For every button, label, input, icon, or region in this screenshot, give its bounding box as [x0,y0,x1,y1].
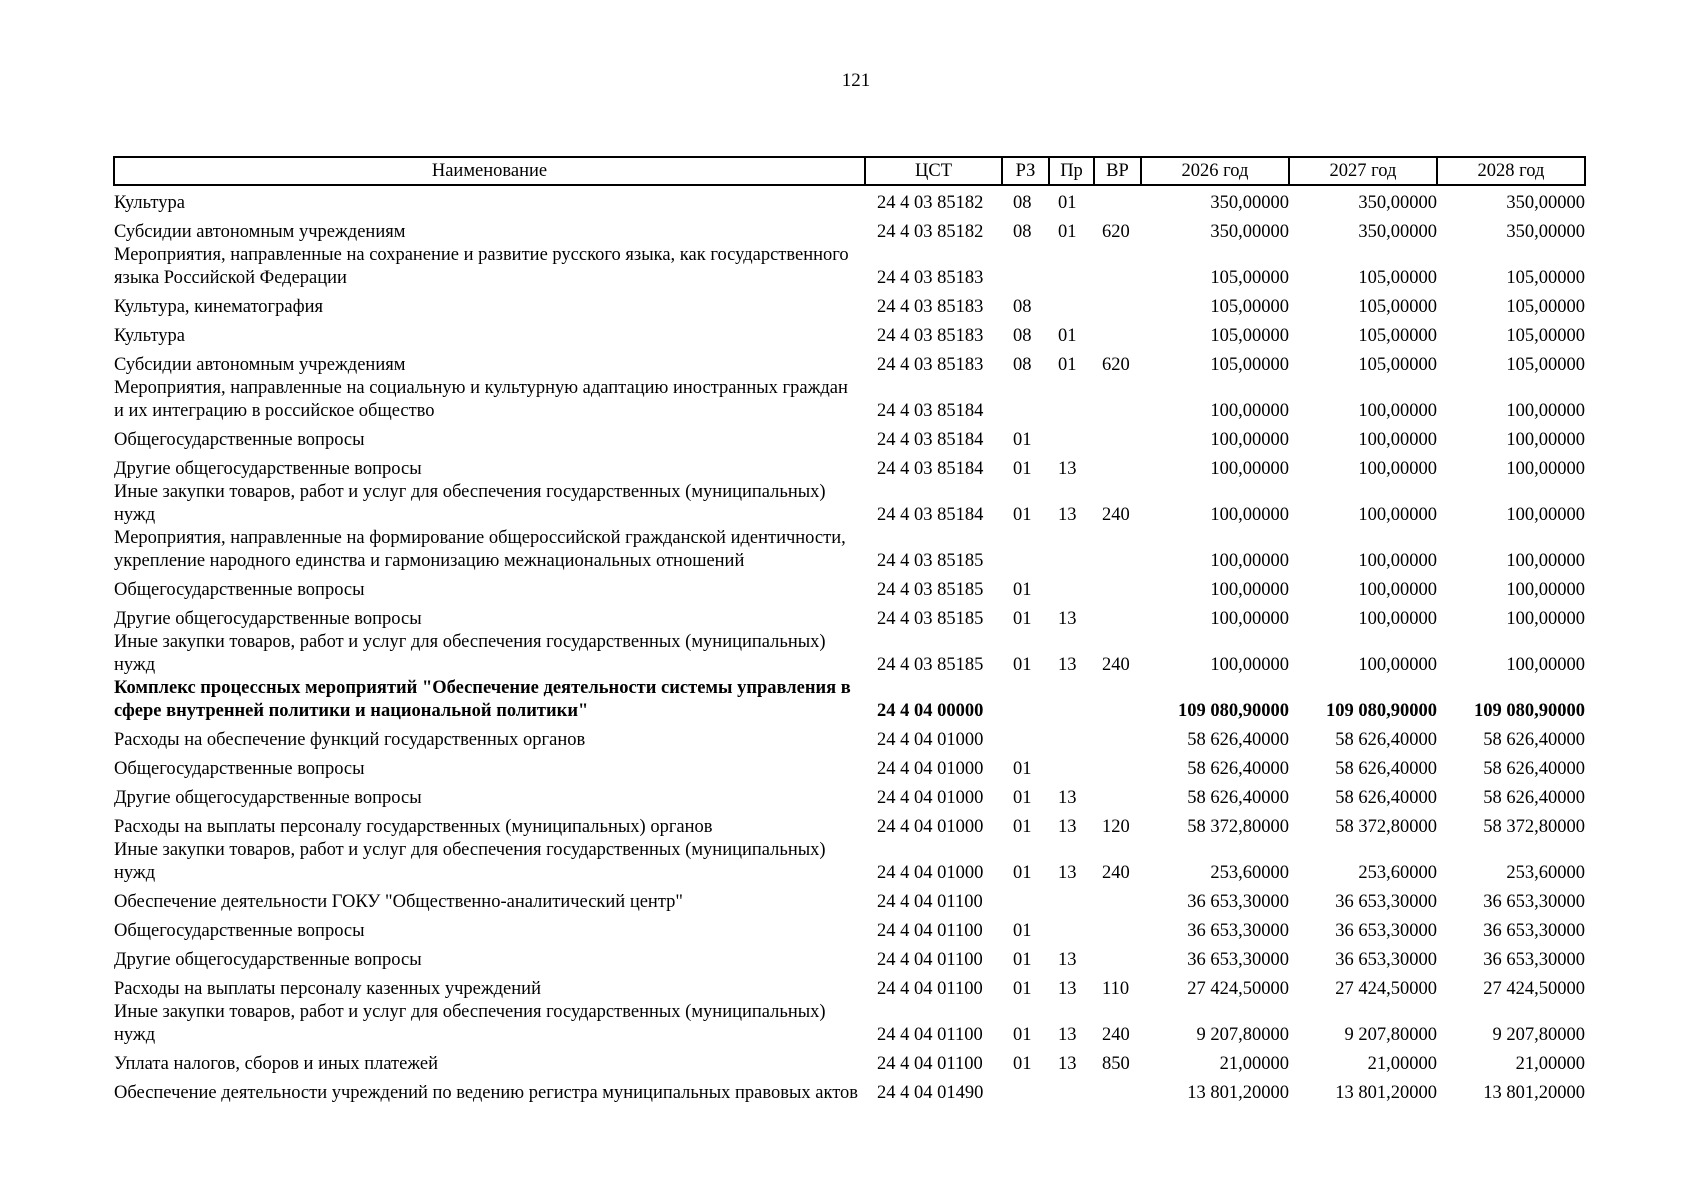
row-rz: 08 [1013,222,1032,242]
row-cst: 24 4 03 85185 [877,551,984,571]
row-rz: 08 [1013,326,1032,346]
row-value-2028: 13 801,20000 [1483,1083,1585,1103]
row-rz: 08 [1013,193,1032,213]
row-pr: 13 [1058,788,1077,808]
table-header [114,157,1585,185]
row-value-2026: 58 372,80000 [1187,817,1289,837]
table-row [114,810,1585,839]
row-cst: 24 4 03 85185 [877,655,984,675]
row-value-2028: 27 424,50000 [1483,979,1585,999]
row-name: Общегосударственные вопросы [114,759,365,779]
row-pr: 13 [1058,1025,1077,1045]
table-row [114,723,1585,752]
row-pr: 13 [1058,609,1077,629]
row-value-2028: 21,00000 [1515,1054,1585,1074]
row-cst: 24 4 03 85184 [877,505,984,525]
row-vr [1094,677,1141,723]
row-vr: 620 [1102,222,1130,242]
row-value-2028: 105,00000 [1506,268,1585,288]
row-value-2026: 36 653,30000 [1187,892,1289,912]
row-name: Обеспечение деятельности ГОКУ "Общественно-аналитический центр" [114,892,683,912]
row-value-2028: 58 626,40000 [1483,788,1585,808]
row-value-2027: 58 626,40000 [1335,788,1437,808]
row-cst: 24 4 04 01000 [877,730,984,750]
table-row [114,481,1585,527]
row-vr [1094,1076,1141,1105]
row-name: Культура [114,326,185,346]
row-pr [1049,914,1094,943]
row-value-2026: 9 207,80000 [1196,1025,1289,1045]
header-2027: 2027 год [1289,157,1437,185]
row-rz: 01 [1013,505,1032,525]
row-value-2028: 100,00000 [1506,401,1585,421]
row-value-2028: 100,00000 [1506,655,1585,675]
row-value-2026: 253,60000 [1210,863,1289,883]
row-value-2028: 58 626,40000 [1483,759,1585,779]
row-rz: 01 [1013,609,1032,629]
row-cst: 24 4 03 85183 [877,355,984,375]
row-name: Субсидии автономным учреждениям [114,222,406,242]
budget-table [113,156,1586,1105]
row-pr: 01 [1058,193,1077,213]
row-vr [1094,943,1141,972]
row-vr [1094,185,1141,215]
row-name: Расходы на обеспечение функций государственных органов [114,730,586,750]
row-value-2028: 105,00000 [1506,297,1585,317]
row-value-2027: 13 801,20000 [1335,1083,1437,1103]
row-value-2026: 100,00000 [1210,609,1289,629]
row-rz: 08 [1013,297,1032,317]
row-rz: 01 [1013,430,1032,450]
row-name: Общегосударственные вопросы [114,580,365,600]
row-value-2027: 100,00000 [1358,551,1437,571]
row-value-2026: 109 080,90000 [1178,701,1289,721]
row-value-2028: 58 372,80000 [1483,817,1585,837]
row-cst: 24 4 03 85185 [877,609,984,629]
row-value-2026: 13 801,20000 [1187,1083,1289,1103]
table-row [114,631,1585,677]
row-rz: 01 [1013,580,1032,600]
row-vr: 240 [1102,655,1130,675]
table-row [114,215,1585,244]
row-cst: 24 4 04 01100 [877,921,983,941]
row-cst: 24 4 04 01100 [877,892,983,912]
row-value-2026: 105,00000 [1210,355,1289,375]
row-pr: 13 [1058,505,1077,525]
row-value-2027: 100,00000 [1358,655,1437,675]
row-rz: 01 [1013,459,1032,479]
row-rz: 01 [1013,788,1032,808]
row-rz [1002,244,1049,290]
row-cst: 24 4 04 01490 [877,1083,984,1103]
row-value-2028: 109 080,90000 [1474,701,1585,721]
row-cst: 24 4 03 85182 [877,193,984,213]
row-name: Общегосударственные вопросы [114,921,365,941]
table-row [114,914,1585,943]
row-name: Иные закупки товаров, работ и услуг для обеспечения государственных (муниципальных) нужд [114,1002,826,1045]
table-row [114,185,1585,215]
table-row [114,319,1585,348]
row-cst: 24 4 04 01000 [877,759,984,779]
row-value-2027: 36 653,30000 [1335,921,1437,941]
row-rz: 01 [1013,863,1032,883]
row-cst: 24 4 04 01100 [877,1054,983,1074]
row-value-2028: 350,00000 [1506,222,1585,242]
page-number: 121 [841,70,871,91]
row-value-2027: 100,00000 [1358,459,1437,479]
table-row [114,423,1585,452]
row-vr [1094,527,1141,573]
row-vr: 110 [1102,979,1130,999]
row-vr [1094,423,1141,452]
table-row [114,1047,1585,1076]
row-value-2028: 100,00000 [1506,505,1585,525]
row-name: Культура, кинематография [114,297,324,317]
row-value-2026: 100,00000 [1210,551,1289,571]
table-row [114,348,1585,377]
table-row [114,244,1585,290]
row-name: Другие общегосударственные вопросы [114,459,422,479]
row-name: Другие общегосударственные вопросы [114,788,422,808]
row-name: Мероприятия, направленные на сохранение и развитие русского языка, как государственного языка Российской Федерации [114,245,849,288]
row-vr: 240 [1102,1025,1130,1045]
row-pr [1049,377,1094,423]
row-name: Мероприятия, направленные на социальную и культурную адаптацию иностранных граждан и их интеграцию в российское общество [114,378,848,421]
row-name: Иные закупки товаров, работ и услуг для обеспечения государственных (муниципальных) нужд [114,840,826,883]
row-value-2026: 36 653,30000 [1187,921,1289,941]
row-value-2026: 58 626,40000 [1187,788,1289,808]
row-rz [1002,677,1049,723]
row-value-2026: 100,00000 [1210,580,1289,600]
table-row [114,527,1585,573]
table-row [114,602,1585,631]
row-pr [1049,1076,1094,1105]
row-cst: 24 4 04 01000 [877,788,984,808]
row-value-2028: 100,00000 [1506,551,1585,571]
row-vr [1094,377,1141,423]
row-value-2027: 100,00000 [1358,505,1437,525]
row-cst: 24 4 03 85182 [877,222,984,242]
row-value-2028: 9 207,80000 [1492,1025,1585,1045]
row-rz [1002,1076,1049,1105]
table-row [114,290,1585,319]
table-row [114,1001,1585,1047]
header-rz: РЗ [1002,157,1049,185]
row-value-2027: 350,00000 [1358,222,1437,242]
row-pr [1049,527,1094,573]
row-value-2027: 58 626,40000 [1335,730,1437,750]
row-name: Культура [114,193,185,213]
row-value-2028: 58 626,40000 [1483,730,1585,750]
row-value-2027: 105,00000 [1358,297,1437,317]
row-vr [1094,752,1141,781]
table-row [114,752,1585,781]
row-value-2027: 58 626,40000 [1335,759,1437,779]
row-pr: 01 [1058,355,1077,375]
row-vr [1094,573,1141,602]
row-value-2027: 100,00000 [1358,580,1437,600]
row-name: Иные закупки товаров, работ и услуг для обеспечения государственных (муниципальных) нужд [114,482,826,525]
row-value-2026: 58 626,40000 [1187,759,1289,779]
row-value-2026: 36 653,30000 [1187,950,1289,970]
row-pr [1049,677,1094,723]
row-name: Иные закупки товаров, работ и услуг для обеспечения государственных (муниципальных) нужд [114,632,826,675]
row-value-2028: 100,00000 [1506,609,1585,629]
row-vr [1094,290,1141,319]
row-pr: 13 [1058,459,1077,479]
row-cst: 24 4 03 85183 [877,326,984,346]
row-pr [1049,885,1094,914]
table-row [114,943,1585,972]
row-rz: 01 [1013,655,1032,675]
row-vr [1094,723,1141,752]
row-rz: 01 [1013,979,1032,999]
row-value-2026: 21,00000 [1219,1054,1289,1074]
row-value-2028: 100,00000 [1506,459,1585,479]
row-pr: 13 [1058,979,1077,999]
row-pr: 01 [1058,222,1077,242]
row-rz [1002,377,1049,423]
table-body [114,185,1585,1105]
row-value-2026: 58 626,40000 [1187,730,1289,750]
row-value-2027: 9 207,80000 [1344,1025,1437,1045]
row-name: Другие общегосударственные вопросы [114,950,422,970]
row-value-2026: 100,00000 [1210,459,1289,479]
header-2026: 2026 год [1141,157,1289,185]
table-row [114,839,1585,885]
row-pr: 13 [1058,863,1077,883]
row-pr: 13 [1058,817,1077,837]
row-rz: 01 [1013,921,1032,941]
row-cst: 24 4 03 85184 [877,401,984,421]
row-value-2027: 253,60000 [1358,863,1437,883]
row-value-2026: 105,00000 [1210,326,1289,346]
row-value-2027: 36 653,30000 [1335,892,1437,912]
row-pr: 13 [1058,1054,1077,1074]
row-vr [1094,914,1141,943]
row-pr [1049,423,1094,452]
row-cst: 24 4 04 01100 [877,1025,983,1045]
row-cst: 24 4 03 85183 [877,268,984,288]
table-row [114,677,1585,723]
row-rz: 01 [1013,950,1032,970]
table-row [114,573,1585,602]
row-value-2027: 100,00000 [1358,430,1437,450]
row-value-2026: 27 424,50000 [1187,979,1289,999]
row-value-2027: 350,00000 [1358,193,1437,213]
row-value-2026: 100,00000 [1210,401,1289,421]
row-rz [1002,885,1049,914]
row-value-2028: 100,00000 [1506,580,1585,600]
row-vr: 620 [1102,355,1130,375]
row-cst: 24 4 03 85185 [877,580,984,600]
header-name: Наименование [114,157,865,185]
row-pr [1049,723,1094,752]
table-row [114,377,1585,423]
row-value-2028: 36 653,30000 [1483,950,1585,970]
row-value-2028: 100,00000 [1506,430,1585,450]
row-pr [1049,573,1094,602]
row-value-2028: 105,00000 [1506,355,1585,375]
row-cst: 24 4 03 85184 [877,430,984,450]
row-value-2028: 36 653,30000 [1483,921,1585,941]
row-rz: 01 [1013,817,1032,837]
row-pr: 13 [1058,655,1077,675]
row-cst: 24 4 04 01000 [877,817,984,837]
row-value-2027: 21,00000 [1367,1054,1437,1074]
row-rz: 08 [1013,355,1032,375]
row-value-2026: 100,00000 [1210,505,1289,525]
row-vr: 240 [1102,505,1130,525]
table-row [114,885,1585,914]
row-name: Расходы на выплаты персоналу казенных учреждений [114,979,541,999]
row-value-2027: 105,00000 [1358,268,1437,288]
row-rz: 01 [1013,759,1032,779]
table-row [114,972,1585,1001]
row-rz: 01 [1013,1054,1032,1074]
header-2028: 2028 год [1437,157,1585,185]
row-value-2027: 27 424,50000 [1335,979,1437,999]
row-value-2027: 100,00000 [1358,401,1437,421]
row-value-2027: 105,00000 [1358,326,1437,346]
row-name: Субсидии автономным учреждениям [114,355,406,375]
row-name: Уплата налогов, сборов и иных платежей [114,1054,439,1074]
row-name: Комплекс процессных мероприятий "Обеспечение деятельности системы управления в сфере внутренней политики и национальной политики" [114,678,851,721]
header-cst: ЦСТ [865,157,1002,185]
row-cst: 24 4 04 01100 [877,950,983,970]
row-value-2026: 350,00000 [1210,193,1289,213]
row-cst: 24 4 03 85184 [877,459,984,479]
row-vr [1094,319,1141,348]
row-pr [1049,290,1094,319]
row-value-2028: 253,60000 [1506,863,1585,883]
row-vr [1094,781,1141,810]
row-value-2026: 100,00000 [1210,430,1289,450]
table-row [114,781,1585,810]
row-pr [1049,752,1094,781]
row-name: Другие общегосударственные вопросы [114,609,422,629]
row-value-2028: 350,00000 [1506,193,1585,213]
row-rz: 01 [1013,1025,1032,1045]
row-rz [1002,527,1049,573]
header-vr: ВР [1094,157,1141,185]
row-name: Мероприятия, направленные на формирование общероссийской гражданской идентичности, укрепление народного единства и гармонизацию межнациональных отношений [114,528,846,571]
table-row [114,1076,1585,1105]
row-value-2027: 58 372,80000 [1335,817,1437,837]
row-value-2026: 350,00000 [1210,222,1289,242]
row-cst: 24 4 04 01000 [877,863,984,883]
row-cst: 24 4 04 00000 [877,701,984,721]
row-vr: 120 [1102,817,1130,837]
row-value-2026: 105,00000 [1210,268,1289,288]
row-value-2026: 105,00000 [1210,297,1289,317]
row-pr: 01 [1058,326,1077,346]
row-rz [1002,723,1049,752]
row-value-2027: 100,00000 [1358,609,1437,629]
row-vr [1094,244,1141,290]
row-value-2027: 109 080,90000 [1326,701,1437,721]
row-value-2028: 36 653,30000 [1483,892,1585,912]
row-vr [1094,452,1141,481]
row-pr [1049,244,1094,290]
row-name: Обеспечение деятельности учреждений по ведению регистра муниципальных правовых актов [114,1083,859,1103]
table-row [114,452,1585,481]
row-value-2027: 105,00000 [1358,355,1437,375]
row-cst: 24 4 03 85183 [877,297,984,317]
header-pr: Пр [1049,157,1094,185]
row-vr [1094,885,1141,914]
row-name: Расходы на выплаты персоналу государственных (муниципальных) органов [114,817,713,837]
row-pr: 13 [1058,950,1077,970]
row-name: Общегосударственные вопросы [114,430,365,450]
row-value-2027: 36 653,30000 [1335,950,1437,970]
row-vr: 850 [1102,1054,1130,1074]
row-vr: 240 [1102,863,1130,883]
row-value-2026: 100,00000 [1210,655,1289,675]
row-cst: 24 4 04 01100 [877,979,983,999]
row-vr [1094,602,1141,631]
row-value-2028: 105,00000 [1506,326,1585,346]
